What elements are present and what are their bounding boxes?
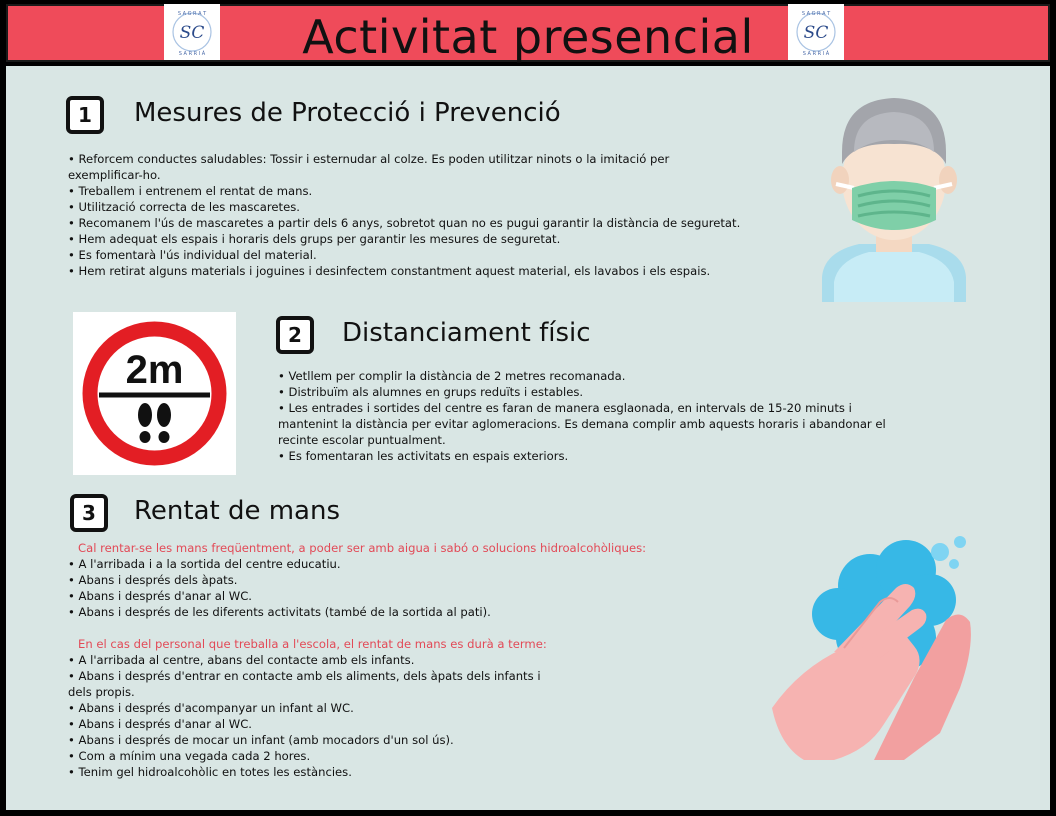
section-1-number: 1: [66, 96, 104, 134]
svg-text:SC: SC: [803, 23, 829, 43]
list-item: • Les entrades i sortides del centre es faran de manera esglaonada, en intervals de 15-20 minuts i: [278, 401, 852, 415]
svg-text:S A R R I À: S A R R I À: [178, 51, 206, 57]
two-meter-sign-icon: [73, 312, 236, 475]
logo-monogram: SC: [179, 23, 205, 43]
page-title: Activitat presencial: [302, 10, 754, 64]
list-item: • Abans i després d'anar al WC.: [68, 589, 252, 603]
section-2-title: Distanciament físic: [342, 318, 591, 348]
logo-emblem-icon: [164, 4, 220, 60]
list-item: • Abans i després de mocar un infant (amb mocadors d'un sol ús).: [68, 733, 454, 747]
handwash-intro: Cal rentar-se les mans freqüentment, a poder ser amb aigua i sabó o solucions hidroalcohòliques:: [78, 541, 647, 555]
sign-label: 2m: [125, 348, 184, 392]
list-item: • Treballem i entrenem el rentat de mans.: [68, 184, 313, 198]
list-item: • Reforcem conductes saludables: Tossir i esternudar al colze. Es poden utilitzar ninots o la imitació per: [68, 152, 670, 166]
list-item: recinte escolar puntualment.: [278, 433, 446, 447]
list-item: • A l'arribada i a la sortida del centre educatiu.: [68, 557, 341, 571]
list-item: • Abans i després d'entrar en contacte amb els aliments, dels àpats dels infants i: [68, 669, 541, 683]
list-item: • Hem retirat alguns materials i joguines i desinfectem constantment aquest material, els lavabos i els espais.: [68, 264, 711, 278]
list-item: mantenint la distància per evitar aglomeracions. Es demana complir amb aquests horaris i abandonar el: [278, 417, 886, 431]
list-item: • Com a mínim una vegada cada 2 hores.: [68, 749, 311, 763]
distance-sign: [73, 312, 236, 475]
list-item: • Es fomentarà l'ús individual del material.: [68, 248, 317, 262]
list-item: • Hem adequat els espais i horaris dels grups per garantir les mesures de seguretat.: [68, 232, 561, 246]
section-3-title: Rentat de mans: [134, 496, 341, 526]
section-1-title: Mesures de Protecció i Prevenció: [134, 98, 561, 128]
content-panel: [6, 66, 1050, 810]
list-item: • Abans i després dels àpats.: [68, 573, 238, 587]
masked-person-illustration: [814, 92, 974, 302]
section-2-number: 2: [276, 316, 314, 354]
section-1-text: [68, 151, 808, 279]
list-item: • Abans i després d'acompanyar un infant al WC.: [68, 701, 354, 715]
svg-text:S A G R A T: S A G R A T: [801, 11, 831, 17]
list-item: • Tenim gel hidroalcohòlic en totes les estàncies.: [68, 765, 352, 779]
list-item: • Recomanem l'ús de mascaretes a partir dels 6 anys, sobretot quan no es pugui garantir la distància de seguretat.: [68, 216, 741, 230]
list-item: • Abans i després d'anar al WC.: [68, 717, 252, 731]
list-item: • Abans i després de les diferents activitats (també de la sortida al pati).: [68, 605, 491, 619]
school-logo-right: [788, 4, 844, 60]
section-3-text: [68, 540, 748, 780]
logo-emblem-icon: [788, 4, 844, 60]
header-banner: [6, 4, 1050, 62]
list-item: • A l'arribada al centre, abans del contacte amb els infants.: [68, 653, 415, 667]
list-item: • Distribuïm als alumnes en grups reduïts i estables.: [278, 385, 584, 399]
handwashing-illustration: [764, 528, 996, 764]
staff-handwash-intro: En el cas del personal que treballa a l'escola, el rentat de mans es durà a terme:: [78, 637, 547, 651]
section-2-text: [278, 368, 978, 464]
list-item: exemplificar-ho.: [68, 168, 161, 182]
school-logo-left: [164, 4, 220, 60]
list-item: • Vetllem per complir la distància de 2 metres recomanada.: [278, 369, 626, 383]
list-item: • Es fomentaran les activitats en espais exteriors.: [278, 449, 569, 463]
svg-text:S A R R I À: S A R R I À: [802, 51, 830, 57]
section-3-number: 3: [70, 494, 108, 532]
list-item: dels propis.: [68, 685, 135, 699]
svg-text:S A G R A T: S A G R A T: [177, 11, 207, 17]
list-item: • Utilització correcta de les mascaretes.: [68, 200, 300, 214]
